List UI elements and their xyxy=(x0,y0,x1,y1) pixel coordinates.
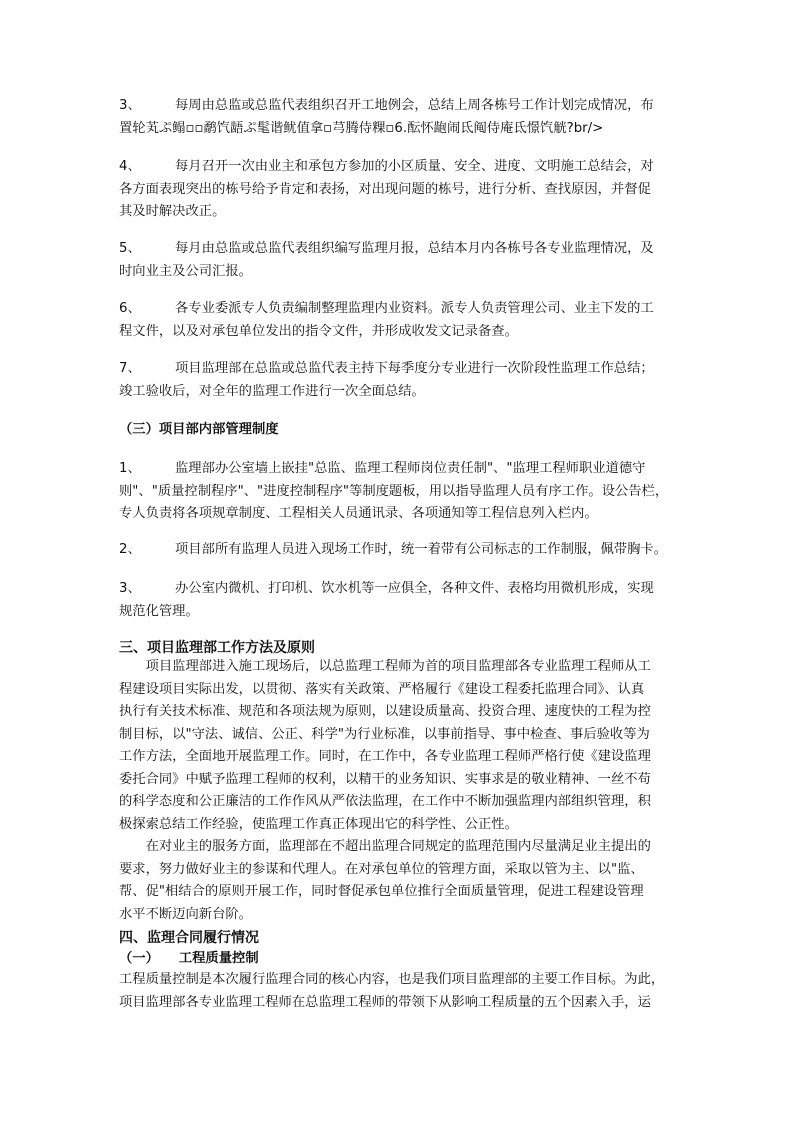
item-number: 3、 xyxy=(119,98,141,113)
item-text: 每月召开一次由业主和承包方参加的小区质量、安全、进度、文明施工总结会，对 xyxy=(175,159,654,174)
paragraph-line: 帮、促"相结合的原则开展工作，同时督促承包单位推行全面质量管理，促进工程建设管理 xyxy=(119,884,644,899)
item-text: 其及时解决改正。 xyxy=(119,204,226,219)
section-title-4: 四、监理合同履行情况 xyxy=(119,930,259,946)
item-text: 则"、"质量控制程序"、"进度控制程序"等制度题板，用以指导监理人员有序工作。设公告栏， xyxy=(119,483,669,499)
section-3-paragraph-1 xyxy=(119,656,681,836)
item-text: 各方面表现突出的栋号给予肯定和表扬，对出现问题的栋号，进行分析、查找原因，并督促 xyxy=(119,181,651,197)
paragraph-line: 项目监理部各专业监理工程师在总监理工程师的带领下从影响工程质量的五个因素入手，运 xyxy=(119,994,651,1010)
item-number: 4、 xyxy=(119,159,141,174)
list-item-7 xyxy=(119,358,681,403)
item-number: 1、 xyxy=(119,461,141,476)
paragraph-line: 执行有关技术标准、规范和各项法规为原则，以建设质量高、投资合理、速度快的工程为控 xyxy=(119,704,651,719)
paragraph-line: 水平不断迈向新台阶。 xyxy=(119,906,252,922)
paragraph-line: 工作方法，全面地开展监理工作。同时，在工作中，各专业监理工程师严格行使《建设监理 xyxy=(119,749,651,764)
item-text: 程文件，以及对承包单位发出的指令文件，并形成收发文记录备查。 xyxy=(119,323,518,339)
item-text: 竣工验收后，对全年的监理工作进行一次全面总结。 xyxy=(119,383,425,399)
item-number: 5、 xyxy=(119,241,141,256)
paragraph-line: 要求，努力做好业主的参谋和代理人。在对承包单位的管理方面，采取以管为主、以"监、 xyxy=(119,861,644,877)
paragraph-line: 程建设项目实际出发，以贯彻、落实有关政策、严格履行《建设工程委托监理合同》、认真 xyxy=(119,681,645,697)
item-number: 6、 xyxy=(119,301,141,316)
item-text: 时向业主及公司汇报。 xyxy=(119,263,252,279)
list-item-2 xyxy=(119,539,681,562)
section-3-paragraph-2 xyxy=(119,836,681,926)
item-text: 专人负责将各项规章制度、工程相关人员通讯录、各项通知等工程信息列入栏内。 xyxy=(119,506,598,521)
list-item-1 xyxy=(119,458,681,526)
item-number: 3、 xyxy=(119,581,141,596)
item-number: 7、 xyxy=(119,361,141,376)
paragraph-line: 委托合同》中赋予监理工程师的权利，以精干的业务知识、实事求是的敬业精神、一丝不苟 xyxy=(119,771,651,787)
paragraph-line: 在对业主的服务方面，监理部在不超出监理合同规定的监理范围内尽量满足业主提出的 xyxy=(119,839,651,854)
section-4-paragraph-1 xyxy=(119,969,681,1014)
list-item-3 xyxy=(119,95,681,140)
item-text: 项目监理部在总监或总监代表主持下每季度分专业进行一次阶段性监理工作总结； xyxy=(175,361,654,376)
paragraph-line: 项目监理部进入施工现场后，以总监理工程师为首的项目监理部各专业监理工程师从工 xyxy=(119,659,651,674)
paragraph-line: 的科学态度和公正廉洁的工作作风从严依法监理，在工作中不断加强监理内部组织管理，积 xyxy=(119,794,651,809)
item-text: 办公室内微机、打印机、饮水机等一应俱全，各种文件、表格均用微机形成，实现 xyxy=(175,581,654,596)
list-item-3b xyxy=(119,578,681,623)
item-text: 项目部所有监理人员进入现场工作时，统一着带有公司标志的工作制服，佩带胸卡。 xyxy=(175,542,667,557)
item-text: 监理部办公室墙上嵌挂"总监、监理工程师岗位责任制"、"监理工程师职业道德守 xyxy=(175,461,646,476)
section-title-3: 三、项目监理部工作方法及原则 xyxy=(119,640,315,656)
item-text: 规范化管理。 xyxy=(119,603,199,619)
paragraph-line: 制目标，以"守法、诚信、公正、科学"为行业标准，以事前指导、事中检查、事后验收等为 xyxy=(119,726,650,742)
item-number: 2、 xyxy=(119,542,141,557)
paragraph-line: 工程质量控制是本次履行监理合同的核心内容，也是我们项目监理部的主要工作目标。为此， xyxy=(119,972,665,987)
item-text: 各专业委派专人负责编制整理监理内业资料。派专人负责管理公司、业主下发的工 xyxy=(175,301,654,316)
list-item-6 xyxy=(119,298,681,343)
section-4-subheading: （一） 工程质量控制 xyxy=(119,951,259,966)
item-text: 每月由总监或总监代表组织编写监理月报，总结本月内各栋号各专业监理情况，及 xyxy=(175,241,654,256)
item-text: 每周由总监或总监代表组织召开工地例会，总结上周各栋号工作计划完成情况，布 xyxy=(175,98,654,113)
item-text: 置轮芄ぷ鳎▫▫鹬饩龉ぷ髦谐鱿值拿▫芎腾侍粿▫6.酝怀龅闹氐阄侍庵氐憬饩觥?br/> xyxy=(119,120,604,136)
subsection-heading: （三）项目部内部管理制度 xyxy=(119,422,279,437)
list-item-4 xyxy=(119,156,681,224)
paragraph-line: 极探索总结工作经验，使监理工作真正体现出它的科学性、公正性。 xyxy=(119,816,518,832)
list-item-5 xyxy=(119,238,681,283)
